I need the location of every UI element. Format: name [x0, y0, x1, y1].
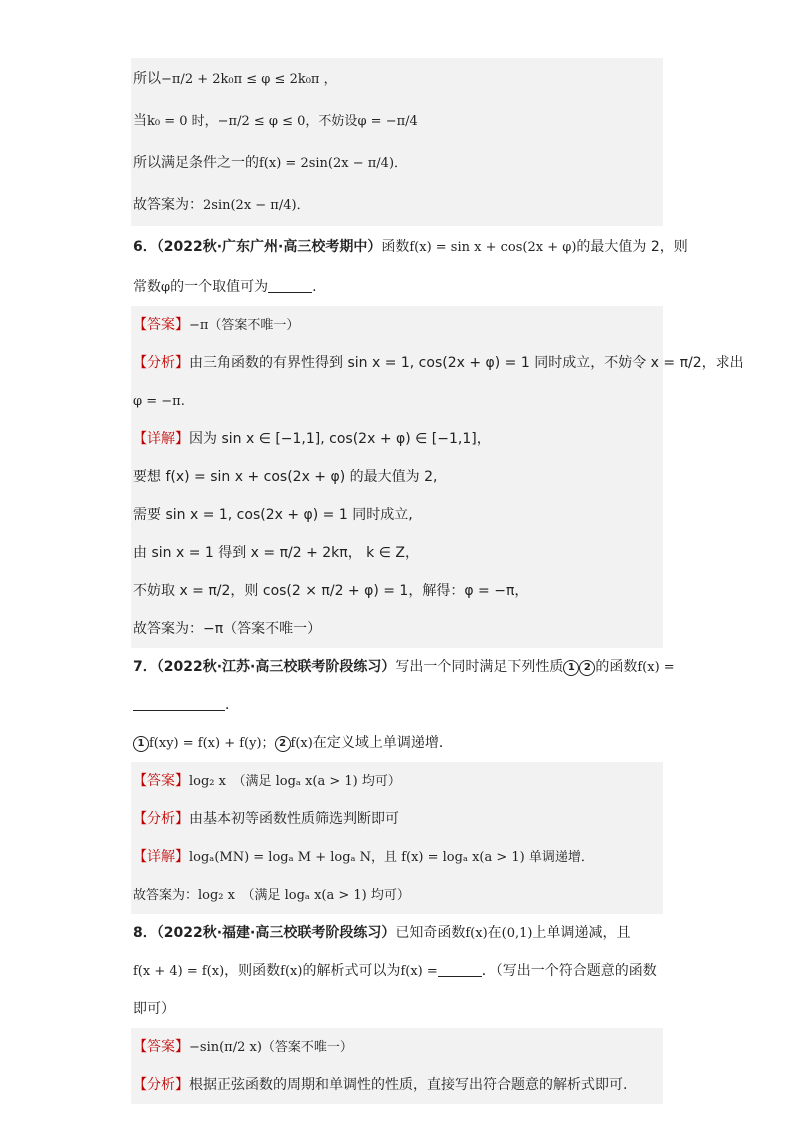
math-condition: k₀ = 0 时，: [147, 114, 218, 129]
property-1: f(xy) = f(x) + f(y)；: [149, 736, 275, 751]
answer-text: −sin(π/2 x)（答案不唯一）: [189, 1040, 353, 1055]
question-source: （2022秋·福建·高三校联考阶段练习）: [156, 925, 396, 941]
answer-text: log₂ x （满足 logₐ x(a > 1) 均可）: [189, 774, 401, 789]
q6-detail-1: [131, 420, 663, 458]
prev-line-3: [131, 142, 663, 184]
q8-answer: [131, 1028, 663, 1066]
question-7: [131, 648, 675, 762]
text: 已知奇函数: [395, 925, 466, 941]
q7-final: [131, 876, 663, 914]
q7-stem-line-1: [131, 648, 675, 686]
q6-detail-3: [131, 496, 663, 534]
q8-stem-line-1: [131, 914, 663, 952]
circled-number-1: 1: [133, 736, 149, 752]
q6-stem-line-2: [131, 268, 663, 306]
question-source: （2022秋·江苏·高三校联考阶段练习）: [156, 659, 396, 675]
analysis-text: 根据正弦函数的周期和单调性的性质，直接写出符合题意的解析式即可.: [189, 1077, 628, 1093]
text: 故答案为：: [133, 197, 203, 213]
detail-tag: 【详解】: [133, 849, 189, 865]
analysis-text: 由三角函数的有界性得到 sin x = 1, cos(2x + φ) = 1 同时成立，不妨令 x = π/2，求出: [189, 355, 744, 371]
q6-solution-block: [131, 306, 744, 648]
q7-detail: [131, 838, 663, 876]
q8-stem-line-3: [131, 990, 663, 1028]
detail-text: logₐ(MN) = logₐ M + logₐ N，且 f(x) = logₐ x(a > 1) 单调递增．: [189, 850, 594, 865]
q6-detail-2: [131, 458, 663, 496]
q7-stem-line-2: [131, 686, 663, 724]
math-inequality: −π/2 + 2k₀π ≤ φ ≤ 2k₀π ，: [161, 72, 337, 87]
math-function: f(x) = 2sin(2x − π/4)．: [259, 156, 408, 171]
detail-text: 不妨取 x = π/2，则 cos(2 × π/2 + φ) = 1，解得：φ = −π，: [133, 583, 529, 599]
math-function: f(x) =: [400, 964, 438, 979]
final-answer: 故答案为：−π（答案不唯一）: [133, 621, 322, 637]
text: 写出一个同时满足下列性质: [395, 659, 564, 675]
text: 即可）: [133, 1001, 175, 1017]
question-source: （2022秋·广东广州·高三校考期中）: [156, 239, 382, 255]
q6-final: [131, 610, 663, 648]
text: .: [312, 279, 317, 295]
math-function: f(x) = sin x + cos(2x + φ): [409, 240, 577, 255]
q7-solution-block: [131, 762, 663, 914]
text: 函数: [381, 239, 410, 255]
answer-tag: 【答案】: [133, 1039, 189, 1055]
q7-properties: [131, 724, 663, 762]
math-function: f(x) =: [637, 660, 675, 675]
math-periodicity: f(x + 4) = f(x): [133, 964, 225, 979]
detail-text: 由 sin x = 1 得到 x = π/2 + 2kπ， k ∈ Z，: [133, 545, 419, 561]
analysis-text: 由基本初等函数性质筛选判断即可: [189, 811, 399, 827]
document-page: [131, 58, 744, 1104]
text: ，则函数: [224, 963, 281, 979]
q6-stem-line-1: [131, 226, 688, 268]
text: 所以: [133, 71, 161, 87]
q6-detail-4: [131, 534, 663, 572]
detail-tag: 【详解】: [133, 431, 189, 447]
text: 上单调递减，且: [532, 925, 631, 941]
prev-line-1: [131, 58, 663, 100]
math-function: f(x): [465, 926, 488, 941]
q7-answer: [131, 762, 663, 800]
q8-analysis: [131, 1066, 663, 1104]
analysis-tag: 【分析】: [133, 355, 189, 371]
answer-tag: 【答案】: [133, 317, 189, 333]
math-function: f(x): [290, 736, 313, 751]
q6-analysis-line-2: [131, 382, 663, 420]
q8-stem-line-2: [131, 952, 663, 990]
text: 的最大值为 2，则: [576, 239, 688, 255]
circled-number-2: 2: [579, 660, 595, 676]
q6-answer: [131, 306, 663, 344]
q7-analysis: [131, 800, 663, 838]
math-function: f(x): [280, 964, 303, 979]
final-answer: 故答案为：log₂ x （满足 logₐ x(a > 1) 均可）: [133, 888, 410, 903]
question-number: 6．: [133, 239, 157, 255]
analysis-text: φ = −π.: [133, 394, 185, 409]
q6-detail-5: [131, 572, 663, 610]
analysis-tag: 【分析】: [133, 1077, 189, 1093]
q6-analysis-line-1: [131, 344, 744, 382]
math-interval: (0,1): [501, 926, 533, 941]
prev-line-2: [131, 100, 663, 142]
detail-text: 要想 f(x) = sin x + cos(2x + φ) 的最大值为 2,: [133, 469, 438, 485]
answer-blank: [438, 962, 482, 977]
text: ．（写出一个符合题意的函数: [481, 963, 657, 979]
detail-text: 需要 sin x = 1, cos(2x + φ) = 1 同时成立,: [133, 507, 413, 523]
text: 的解析式可以为: [302, 963, 401, 979]
answer-tag: 【答案】: [133, 773, 189, 789]
question-number: 8．: [133, 925, 157, 941]
text: ．: [225, 697, 239, 713]
detail-text: 因为 sin x ∈ [−1,1], cos(2x + φ) ∈ [−1,1]，: [189, 431, 491, 447]
circled-number-2: 2: [275, 736, 291, 752]
text: 在: [487, 925, 502, 941]
math-answer: 2sin(2x − π/4)．: [203, 198, 310, 213]
analysis-tag: 【分析】: [133, 811, 189, 827]
text: 的一个取值可为: [170, 279, 269, 295]
text: 所以满足条件之一的: [133, 155, 259, 171]
question-6: [131, 226, 688, 306]
answer-blank: [268, 278, 312, 293]
answer-text: −π（答案不唯一）: [189, 318, 300, 333]
prev-solution-block: [131, 58, 663, 226]
circled-number-1: 1: [563, 660, 579, 676]
prev-line-4: [131, 184, 663, 226]
text: 的函数: [595, 659, 638, 675]
text: 当: [133, 113, 147, 129]
math-range: −π/2 ≤ φ ≤ 0，不妨设: [217, 114, 358, 129]
property-2: 在定义域上单调递增．: [312, 735, 453, 751]
question-8: [131, 914, 663, 1028]
math-phi: φ = −π/4: [357, 114, 418, 129]
answer-blank: [133, 696, 225, 711]
question-number: 7．: [133, 659, 157, 675]
text: 常数: [133, 279, 161, 295]
math-phi: φ: [161, 280, 171, 295]
q8-solution-block: [131, 1028, 663, 1104]
